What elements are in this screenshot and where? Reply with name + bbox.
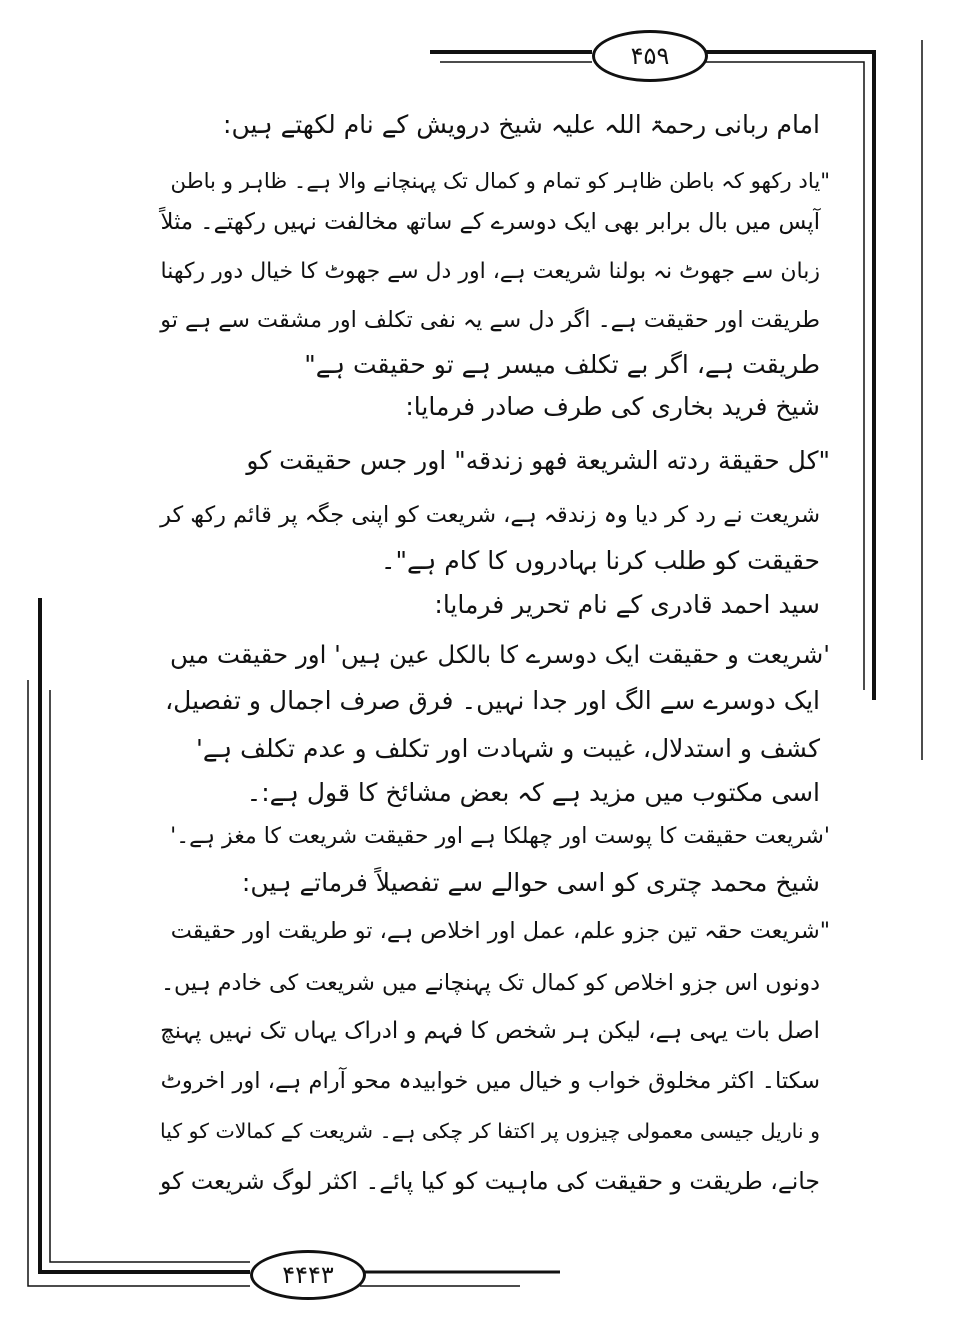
text-line: آپس میں بال برابر بھی ایک دوسرے کے ساتھ مخالفت نہیں رکھتے۔ مثلاً (160, 209, 820, 235)
text-line: "شریعت حقہ تین جزو علم، عمل اور اخلاص ہے، تو طریقت اور حقیقت (170, 918, 830, 944)
text-line: شیخ فرید بخاری کی طرف صادر فرمایا: (405, 392, 820, 421)
text-line: اصل بات یہی ہے، لیکن ہر شخص کا فہم و ادراک یہاں تک نہیں پہنچ (160, 1018, 820, 1044)
text-line: و ناریل جیسی معمولی چیزوں پر اکتفا کر چکی ہے۔ شریعت کے کمالات کو کیا (159, 1119, 820, 1143)
page-number: ۴۵۹ (592, 30, 708, 82)
text-line: دونوں اس جزو اخلاص کو کمال تک پہنچانے میں شریعت کی خادم ہیں۔ (160, 970, 820, 996)
text-line: "یاد رکھو کہ باطن ظاہر کو تمام و کمال تک پہنچانے والا ہے۔ ظاہر و باطن (170, 169, 830, 194)
text-line: طریقت ہے، اگر بے تکلف میسر ہے تو حقیقت ہے" (304, 350, 820, 379)
text-line: ایک دوسرے سے الگ اور جدا نہیں۔ فرق صرف اجمال و تفصیل، (165, 686, 820, 715)
text-line: 'شریعت و حقیقت ایک دوسرے کا بالکل عین ہیں' اور حقیقت میں (170, 640, 830, 669)
text-line: سکتا۔ اکثر مخلوق خواب و خیال میں خوابیدہ محو آرام ہے، اور اخروٹ (160, 1068, 820, 1094)
original-page-number: ۴۴۴۳ (250, 1250, 366, 1300)
text-line: امام ربانی رحمۃ اللہ علیہ شیخ درویش کے نام لکھتے ہیں: (223, 110, 820, 139)
text-line: جانے، طریقت و حقیقت کی ماہیت کو کیا پائے۔ اکثر لوگ شریعت کو (159, 1167, 820, 1195)
text-line: شیخ محمد چتری کو اسی حوالے سے تفصیلاً فرماتے ہیں: (241, 868, 820, 897)
text-line: 'شریعت حقیقت کا پوست اور چھلکا ہے اور حقیقت شریعت کا مغز ہے۔' (170, 824, 830, 849)
text-line: طریقت اور حقیقت ہے۔ اگر دل سے یہ نفی تکلف اور مشقت سے ہے تو (160, 307, 820, 333)
text-line: "کل حقیقة ردته الشریعة فهو زندقه" اور جس حقیقت کو (246, 446, 830, 475)
text-line: حقیقت کو طلب کرنا بہادروں کا کام ہے"۔ (380, 546, 820, 575)
text-line: زبان سے جھوٹ نہ بولنا شریعت ہے، اور دل سے جھوٹ کا خیال دور رکھنا (160, 259, 820, 284)
text-line: سید احمد قادری کے نام تحریر فرمایا: (434, 590, 820, 619)
text-line: اسی مکتوب میں مزید ہے کہ بعض مشائخ کا قول ہے:۔ (246, 778, 820, 807)
text-line: شریعت نے رد کر دیا وہ زندقہ ہے، شریعت کو اپنی جگہ پر قائم رکھ کر (160, 502, 820, 528)
text-line: کشف و استدلال، غیبت و شہادت اور تکلف و عدم تکلف ہے' (196, 734, 820, 763)
